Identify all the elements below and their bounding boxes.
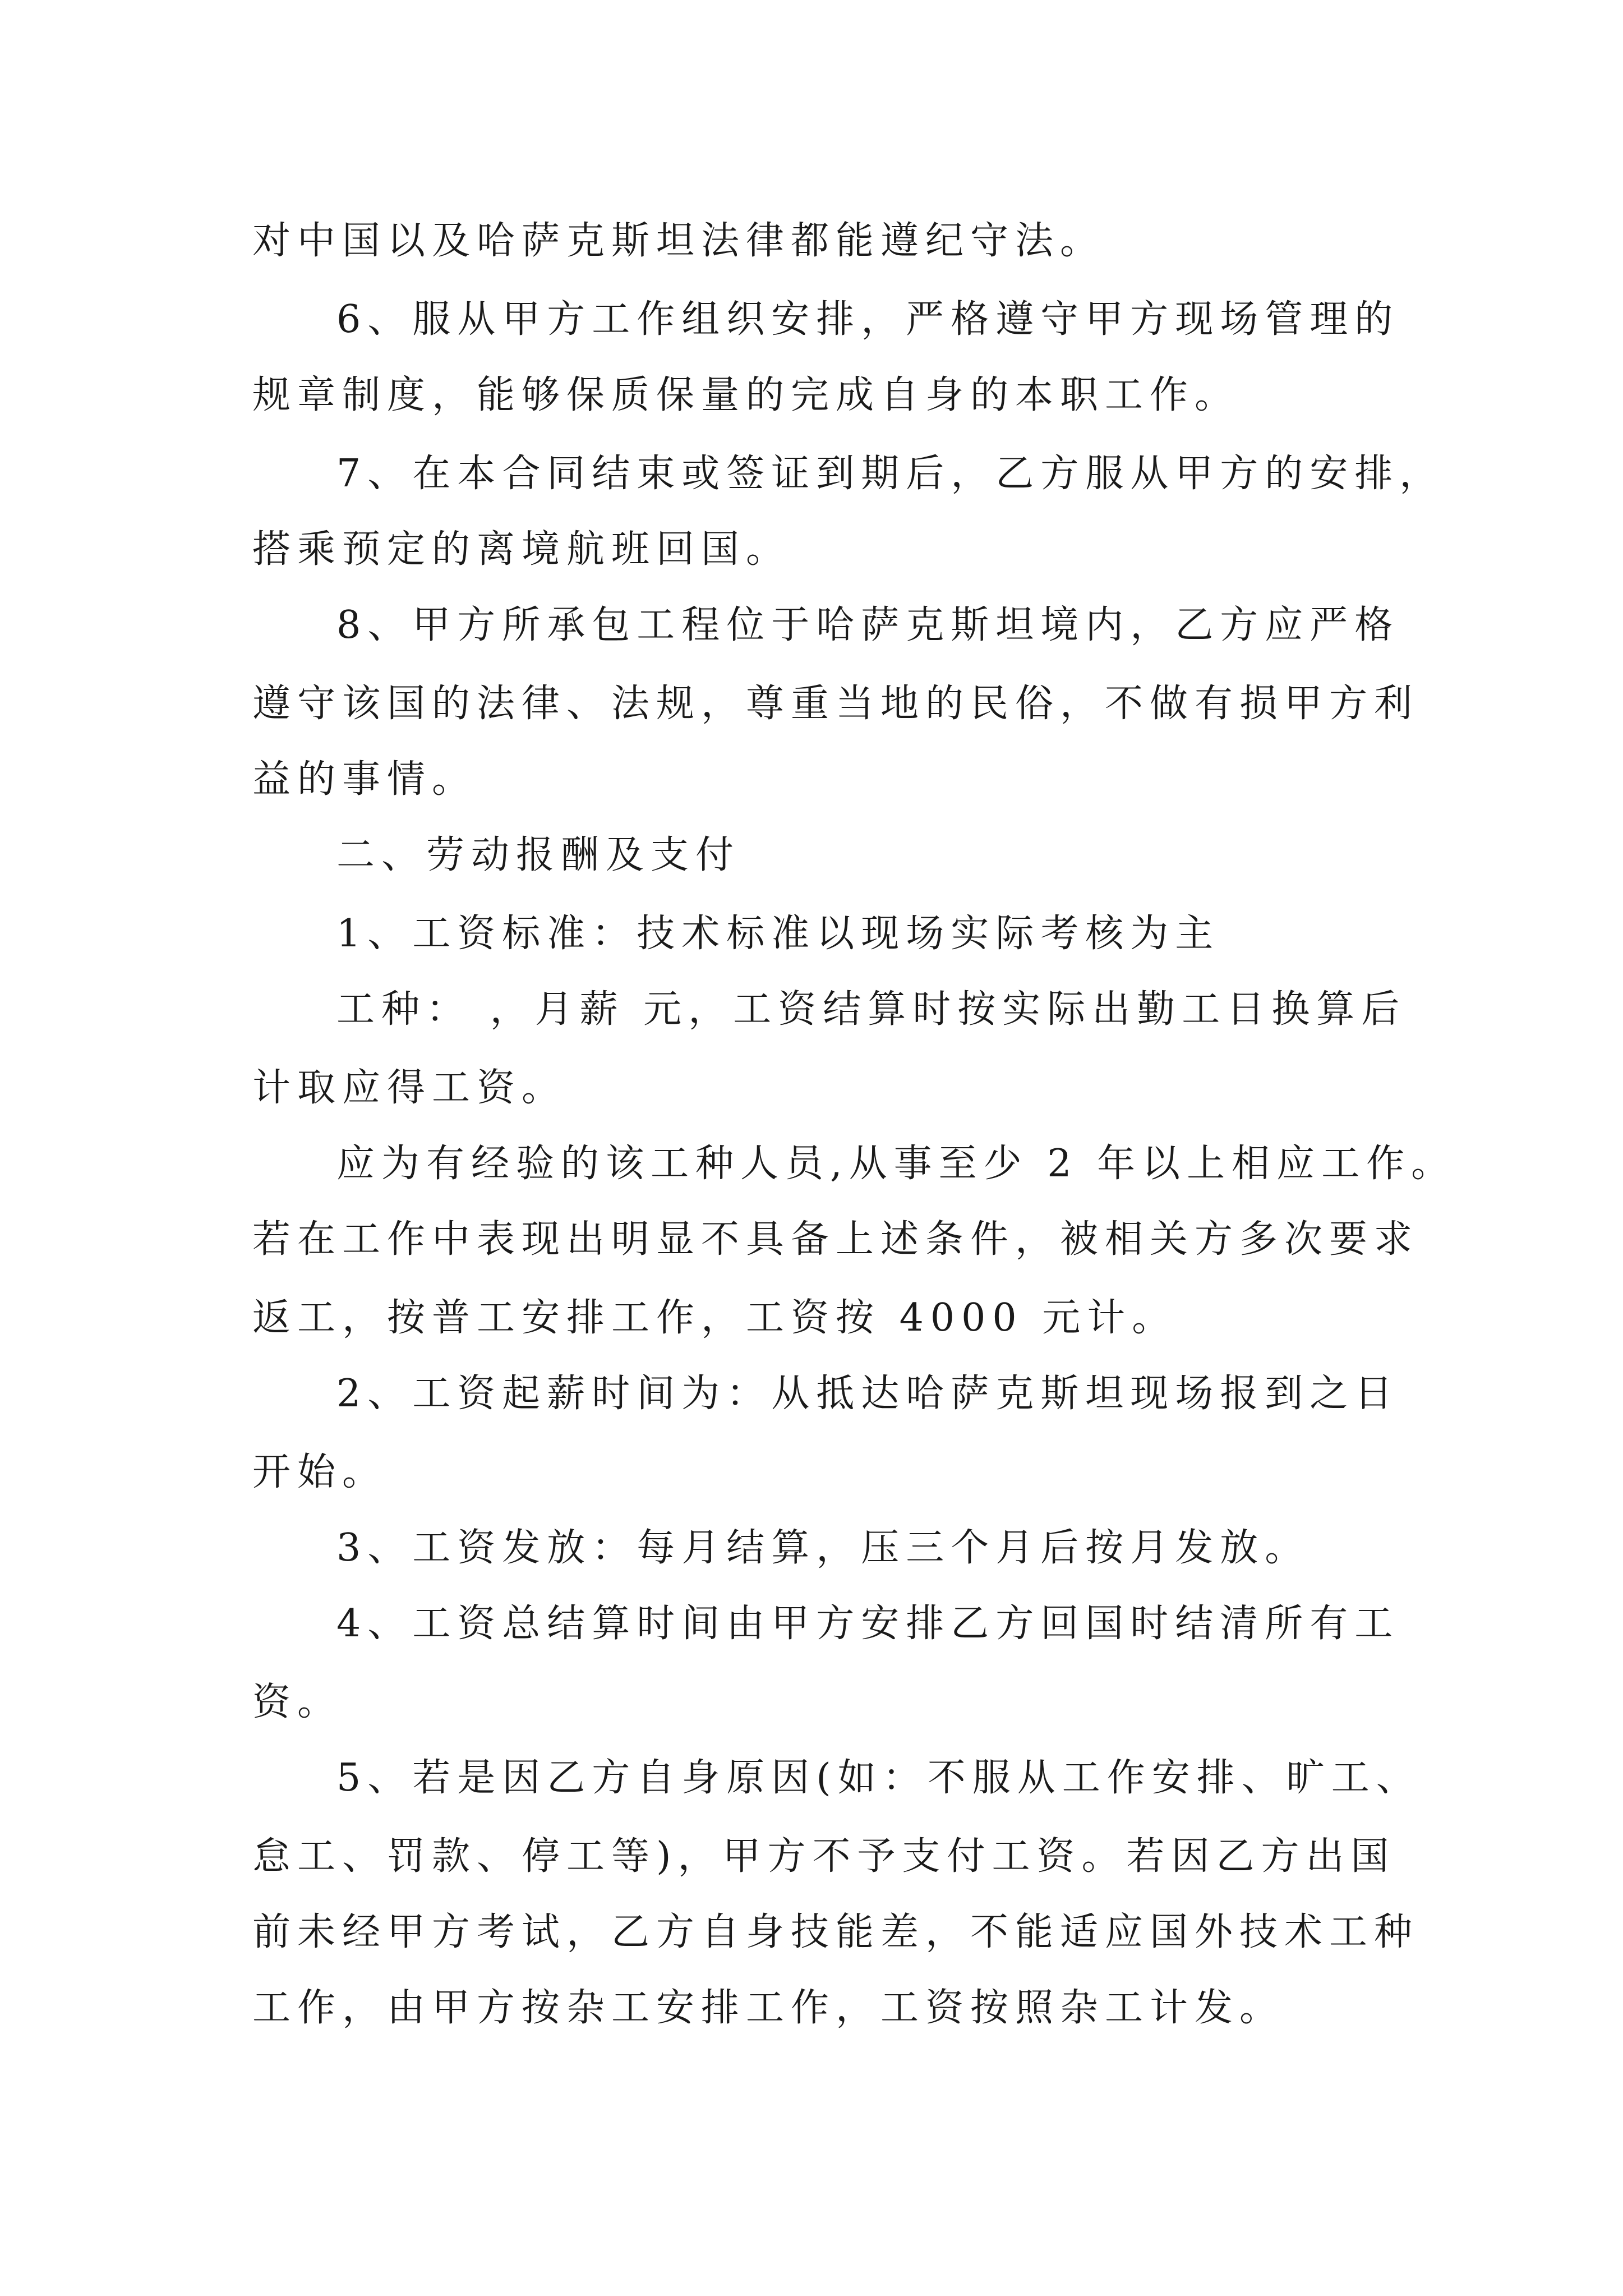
- clause-1-line: 1、工资标准：技术标准以现场实际考核为主: [336, 912, 1220, 956]
- clause-6-line: 6、服从甲方工作组织安排，严格遵守甲方现场管理的: [336, 297, 1400, 342]
- text-line: 工作，由甲方按杂工安排工作，工资按照杂工计发。: [252, 1986, 1285, 2030]
- text-line: 怠工、罚款、停工等)，甲方不予支付工资。若因乙方出国: [252, 1834, 1396, 1879]
- section-heading: 二、劳动报酬及支付: [336, 833, 741, 877]
- text-line: 应为有经验的该工种人员,从事至少 2 年以上相应工作。: [336, 1142, 1456, 1186]
- clause-4-line: 4、工资总结算时间由甲方安排乙方回国时结清所有工: [336, 1602, 1400, 1646]
- text-line: 前未经甲方考试，乙方自身技能差，不能适应国外技术工种: [252, 1910, 1419, 1954]
- text-line: 搭乘预定的离境航班回国。: [252, 527, 791, 572]
- text-line: 返工，按普工安排工作，工资按 4000 元计。: [252, 1296, 1177, 1340]
- text-line: 益的事情。: [252, 757, 477, 802]
- clause-5-line: 5、若是因乙方自身原因(如：不服从工作安排、旷工、: [336, 1756, 1421, 1800]
- clause-8-line: 8、甲方所承包工程位于哈萨克斯坦境内，乙方应严格: [336, 603, 1400, 647]
- text-line: 计取应得工资。: [252, 1066, 567, 1110]
- text-line: 资。: [252, 1680, 343, 1724]
- clause-3-line: 3、工资发放：每月结算，压三个月后按月发放。: [336, 1526, 1310, 1570]
- text-line: 规章制度，能够保质保量的完成自身的本职工作。: [252, 373, 1240, 417]
- clause-7-line: 7、在本合同结束或签证到期后，乙方服从甲方的安排，: [336, 452, 1445, 496]
- clause-2-line: 2、工资起薪时间为：从抵达哈萨克斯坦现场报到之日: [336, 1372, 1400, 1416]
- text-line: 对中国以及哈萨克斯坦法律都能遵纪守法。: [252, 219, 1105, 263]
- text-line: 遵守该国的法律、法规，尊重当地的民俗，不做有损甲方利: [252, 682, 1419, 726]
- text-line: 若在工作中表现出明显不具备上述条件，被相关方多次要求: [252, 1217, 1419, 1262]
- text-line: 开始。: [252, 1450, 388, 1494]
- text-line: 工种： ，月薪 元，工资结算时按实际出勤工日换算后: [336, 987, 1407, 1032]
